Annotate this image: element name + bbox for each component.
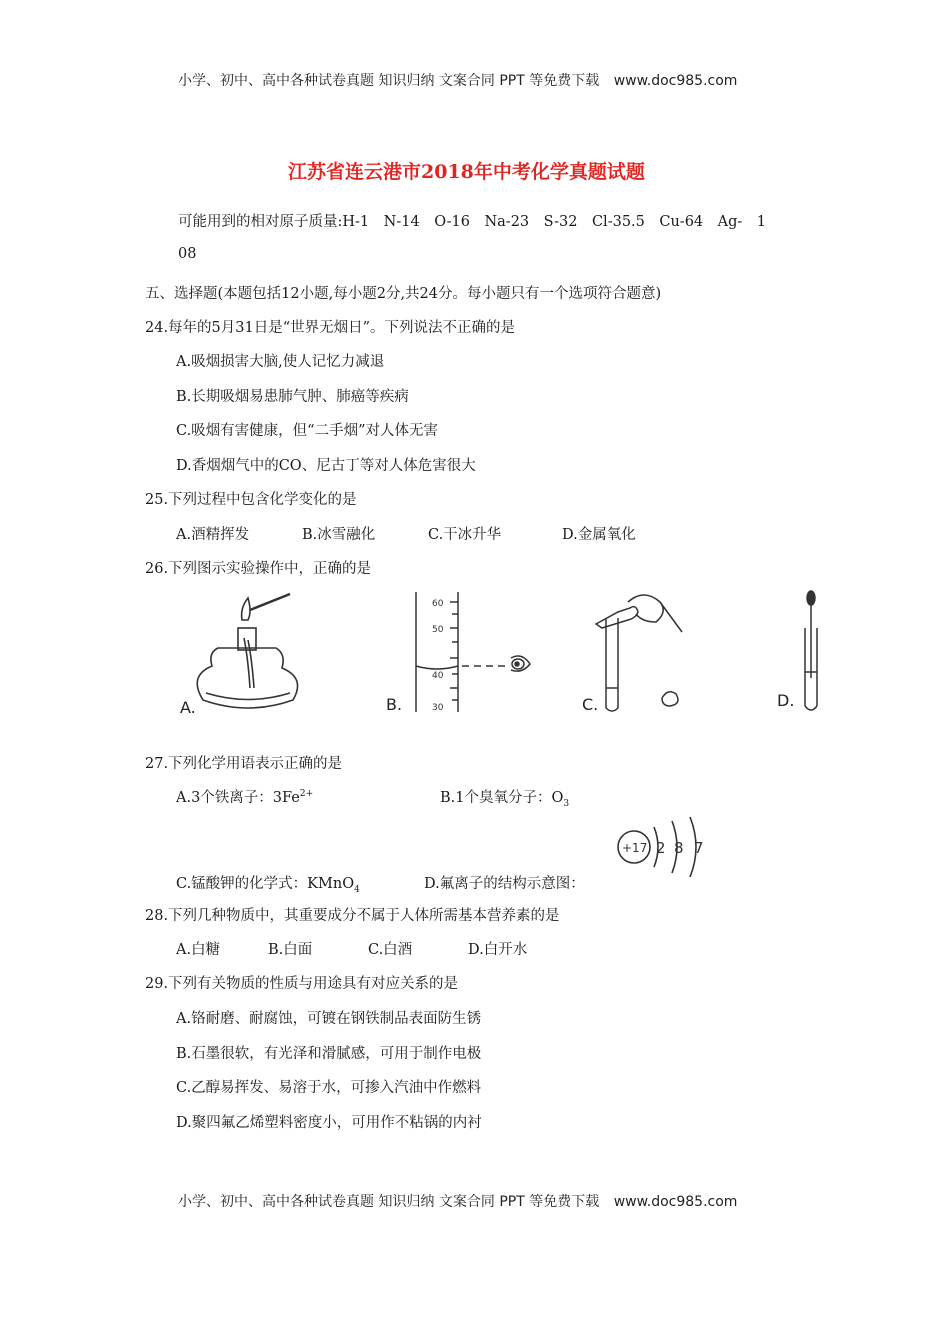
question-24-option-a: A.吸烟损害大脑,使人记忆力减退 — [176, 354, 385, 370]
question-25-option-c: C.干冰升华 — [428, 527, 502, 543]
question-29-option-a: A.铬耐磨、耐腐蚀，可镀在钢铁制品表面防生锈 — [176, 1011, 482, 1027]
cylinder-tick-50: 50 — [432, 625, 444, 635]
figure-d-dropper — [775, 588, 835, 718]
section-heading: 五、选择题(本题包括12小题,每小题2分,共24分。每小题只有一个选项符合题意) — [145, 286, 662, 302]
question-27-stem: 27.下列化学用语表示正确的是 — [145, 756, 343, 772]
figure-a-alcohol-lamp — [178, 588, 318, 718]
question-24-option-b: B.长期吸烟易患肺气肿、肺癌等疾病 — [176, 389, 409, 405]
page-title: 江苏省连云港市2018年中考化学真题试题 — [288, 161, 645, 183]
shell-3-electrons: 7 — [694, 839, 704, 857]
option-a-superscript: 2+ — [299, 789, 314, 800]
question-27-option-a — [176, 786, 313, 807]
header-url: www.doc985.com — [613, 73, 738, 89]
question-29-option-d: D.聚四氟乙烯塑料密度小，可用作不粘锅的内衬 — [176, 1115, 482, 1131]
atomic-masses-line1: 可能用到的相对原子质量:H-1 N-14 O-16 Na-23 S-32 Cl-35.5 Cu-64 Ag- 1 — [178, 214, 767, 230]
option-b-subscript: 3 — [563, 798, 570, 809]
question-25-option-a: A.酒精挥发 — [176, 527, 250, 543]
question-28-option-d: D.白开水 — [468, 942, 528, 958]
cylinder-tick-40: 40 — [432, 671, 444, 681]
question-28-stem: 28.下列几种物质中，其重要成分不属于人体所需基本营养素的是 — [145, 908, 560, 924]
cylinder-tick-60: 60 — [432, 599, 444, 609]
atomic-masses-line2: 08 — [178, 246, 197, 262]
question-27-option-d: D.氟离子的结构示意图： — [424, 876, 585, 892]
page-footer — [178, 1191, 737, 1211]
option-c-text: C.锰酸钾的化学式：KMnO — [176, 876, 355, 892]
question-29-option-c: C.乙醇易挥发、易溶于水，可掺入汽油中作燃料 — [176, 1080, 482, 1096]
question-28-option-a: A.白糖 — [176, 942, 221, 958]
question-28-option-c: C.白酒 — [368, 942, 413, 958]
question-27-option-b — [440, 786, 569, 809]
footer-url: www.doc985.com — [613, 1194, 738, 1210]
figure-b-graduated-cylinder — [380, 588, 540, 718]
option-a-text: A.3个铁离子：3Fe — [176, 790, 300, 806]
question-24-option-c: C.吸烟有害健康，但“二手烟”对人体无害 — [176, 423, 439, 439]
question-24-stem: 24.每年的5月31日是“世界无烟日”。下列说法不正确的是 — [145, 320, 516, 336]
question-27-option-c — [176, 872, 360, 895]
shell-2-electrons: 8 — [674, 839, 684, 857]
figure-a-label: A. — [180, 698, 196, 717]
footer-text: 小学、初中、高中各种试卷真题 知识归纳 文案合同 PPT 等免费下载 — [178, 1194, 600, 1210]
shell-1-electrons: 2 — [656, 839, 666, 857]
fluorine-ion-structure-diagram — [612, 815, 722, 877]
question-28-option-b: B.白面 — [268, 942, 313, 958]
question-26-stem: 26.下列图示实验操作中，正确的是 — [145, 561, 372, 577]
figure-c-label: C. — [582, 695, 599, 714]
nucleus-charge: +17 — [622, 841, 648, 855]
header-text: 小学、初中、高中各种试卷真题 知识归纳 文案合同 PPT 等免费下载 — [178, 73, 600, 89]
question-25-option-b: B.冰雪融化 — [302, 527, 376, 543]
page-header — [178, 70, 737, 90]
figure-b-label: B. — [386, 695, 403, 714]
figure-d-label: D. — [777, 691, 795, 710]
cylinder-tick-30: 30 — [432, 703, 444, 713]
question-29-option-b: B.石墨很软，有光泽和滑腻感，可用于制作电极 — [176, 1046, 482, 1062]
question-29-stem: 29.下列有关物质的性质与用途具有对应关系的是 — [145, 976, 459, 992]
question-25-option-d: D.金属氧化 — [562, 527, 636, 543]
question-25-stem: 25.下列过程中包含化学变化的是 — [145, 492, 357, 508]
option-c-subscript: 4 — [354, 884, 360, 895]
option-b-text: B.1个臭氧分子：O — [440, 790, 564, 806]
question-24-option-d: D.香烟烟气中的CO、尼古丁等对人体危害很大 — [176, 458, 476, 474]
figure-c-pouring-liquid — [578, 588, 708, 718]
